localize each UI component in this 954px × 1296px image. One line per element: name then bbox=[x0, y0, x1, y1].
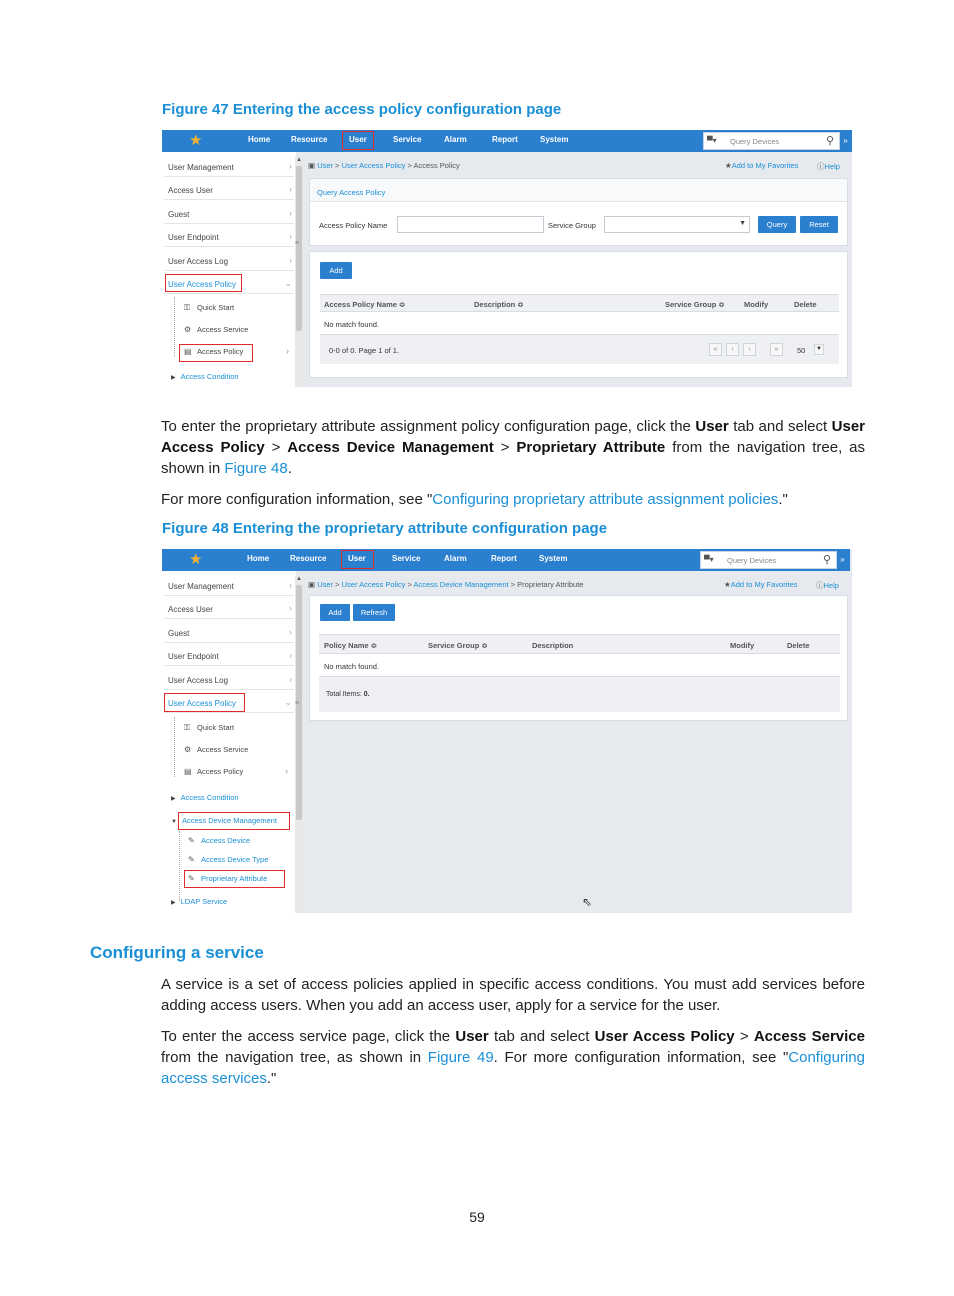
access-policy-icon: ▤ bbox=[184, 347, 192, 356]
total-items-label: Total Items: bbox=[326, 691, 364, 698]
chevron-right-icon: › bbox=[289, 674, 292, 684]
add-button[interactable]: Add bbox=[320, 604, 350, 621]
sidebar-item-label: Access User bbox=[168, 186, 213, 195]
scrollbar-thumb[interactable] bbox=[296, 166, 302, 331]
total-items bbox=[326, 691, 370, 698]
column-service-group[interactable]: Service Group ≎ bbox=[665, 300, 725, 309]
text-run: > bbox=[264, 439, 288, 456]
help-label: Help bbox=[824, 162, 840, 171]
sub-item-label: Quick Start bbox=[197, 303, 235, 312]
chevron-right-icon: › bbox=[285, 766, 288, 776]
resize-handle-icon[interactable]: ≡ bbox=[295, 240, 300, 247]
figure-48-caption: Figure 48 Entering the proprietary attribute configuration page bbox=[162, 520, 608, 537]
tree-line bbox=[174, 717, 175, 777]
help-icon: ⓘ bbox=[816, 581, 824, 590]
favorites-star-icon[interactable]: ★ bbox=[189, 132, 203, 149]
sidebar-scrollbar[interactable] bbox=[295, 157, 303, 387]
nav-tab-system[interactable]: System bbox=[540, 135, 569, 144]
sidebar-item-label: User Management bbox=[168, 582, 234, 591]
sidebar-item-user-access-log[interactable] bbox=[164, 249, 294, 271]
page-number: 59 bbox=[469, 1209, 485, 1225]
pager-text: 0-0 of 0. Page 1 of 1. bbox=[329, 346, 400, 355]
sidebar-sub-quick-start[interactable] bbox=[184, 303, 234, 313]
chevron-down-icon[interactable]: » bbox=[838, 551, 847, 569]
last-page-icon[interactable]: » bbox=[770, 343, 783, 356]
nav-tab-resource[interactable]: Resource bbox=[290, 554, 327, 563]
breadcrumb-current: Access Policy bbox=[413, 161, 460, 170]
sub-item-label: Quick Start bbox=[197, 723, 235, 732]
bold-run: Proprietary Attribute bbox=[516, 439, 666, 456]
chevron-right-icon: › bbox=[289, 603, 292, 613]
search-icon[interactable]: ⚲ bbox=[825, 135, 834, 147]
nav-tab-home[interactable]: Home bbox=[247, 554, 270, 563]
breadcrumb-separator: > bbox=[510, 580, 516, 589]
quick-start-icon: ⚿ bbox=[184, 303, 191, 312]
configuring-access-services-link[interactable]: Configuring access services bbox=[161, 1049, 865, 1087]
sidebar-item-label: LDAP Service bbox=[180, 897, 228, 906]
chevron-right-icon: › bbox=[289, 161, 292, 171]
scroll-up-arrow-icon[interactable]: ▲ bbox=[296, 576, 302, 582]
text-run: > bbox=[734, 1028, 754, 1045]
sidebar-item-access-condition[interactable] bbox=[171, 372, 239, 381]
star-icon: ★ bbox=[725, 161, 732, 170]
text-run: from the navigation tree, as shown in bbox=[161, 1049, 428, 1066]
total-items-value: 0. bbox=[363, 691, 370, 698]
column-delete: Delete bbox=[794, 300, 817, 309]
add-to-favorites-link[interactable] bbox=[725, 161, 798, 170]
device-type-toggle-icon[interactable]: ▀▾ bbox=[707, 136, 717, 145]
text-run: To enter the access service page, click the bbox=[161, 1028, 456, 1045]
mouse-cursor-icon: ⇖ bbox=[582, 895, 593, 909]
query-devices-box[interactable] bbox=[700, 551, 837, 569]
table-header bbox=[319, 634, 840, 654]
column-policy-name[interactable]: Policy Name ≎ bbox=[324, 641, 377, 650]
help-label: Help bbox=[823, 581, 839, 590]
highlight-box bbox=[178, 812, 290, 830]
breadcrumb-icon: ▣ bbox=[308, 161, 316, 170]
nav-tab-report[interactable]: Report bbox=[491, 554, 517, 563]
sidebar-item-label: User Access Log bbox=[168, 676, 229, 685]
sidebar-item-user-access-log[interactable] bbox=[164, 668, 294, 690]
collapse-triangle-icon: ▼ bbox=[171, 819, 177, 825]
next-page-icon[interactable]: › bbox=[743, 343, 756, 356]
sidebar-sub-access-device[interactable] bbox=[188, 836, 250, 845]
bold-run: User bbox=[455, 1028, 489, 1045]
figure-48-screenshot bbox=[162, 549, 852, 913]
figure-48-link[interactable]: Figure 48 bbox=[224, 460, 288, 477]
highlight-box bbox=[342, 131, 374, 150]
highlight-box bbox=[164, 693, 245, 712]
nav-tab-system[interactable]: System bbox=[539, 554, 568, 563]
top-nav-bar bbox=[162, 130, 852, 152]
breadcrumb-user[interactable]: User bbox=[317, 580, 334, 589]
paragraph-access-service bbox=[161, 1026, 865, 1089]
text-run: from the navigation tree, as shown in bbox=[161, 439, 866, 477]
top-nav-bar bbox=[162, 549, 850, 571]
dropdown-arrow-icon: ▼ bbox=[739, 220, 746, 227]
add-to-favorites-link[interactable] bbox=[724, 580, 797, 589]
breadcrumb-user[interactable]: User bbox=[317, 161, 334, 170]
sidebar-item-label: User Endpoint bbox=[168, 233, 219, 242]
column-description: Description bbox=[532, 641, 574, 650]
chevron-right-icon: › bbox=[289, 184, 292, 194]
sidebar-item-label: User Access Log bbox=[168, 257, 229, 266]
chevron-right-icon: › bbox=[289, 208, 292, 218]
sidebar-sub-access-policy[interactable] bbox=[184, 767, 243, 776]
policy-name-label: Access Policy Name bbox=[319, 221, 388, 230]
add-to-favorites-label: Add to My Favorites bbox=[731, 161, 799, 170]
section-heading: Configuring a service bbox=[90, 943, 264, 962]
policy-name-input[interactable] bbox=[397, 216, 544, 233]
breadcrumb bbox=[308, 580, 583, 589]
chevron-right-icon: › bbox=[289, 231, 292, 241]
breadcrumb-user-access-policy[interactable]: User Access Policy bbox=[341, 161, 406, 170]
sub-item-label: Access Device Type bbox=[201, 855, 269, 864]
expand-triangle-icon: ▶ bbox=[171, 900, 176, 906]
nav-tab-user[interactable]: User bbox=[349, 135, 367, 144]
text-run: tab and select bbox=[488, 1028, 595, 1045]
sidebar-scrollbar[interactable] bbox=[295, 576, 303, 913]
sidebar-item-ldap-service[interactable] bbox=[171, 897, 227, 906]
sidebar-item-label: Guest bbox=[168, 629, 190, 638]
scroll-up-arrow-icon[interactable]: ▲ bbox=[296, 157, 302, 163]
query-button[interactable]: Query bbox=[758, 216, 796, 233]
query-devices-input[interactable]: Query Devices bbox=[727, 556, 777, 565]
sidebar-item-label: Access Device Management bbox=[181, 816, 277, 825]
sidebar-item-label: Access Condition bbox=[180, 793, 239, 802]
text-run: ." bbox=[266, 1070, 277, 1087]
sidebar-item-guest[interactable] bbox=[164, 202, 294, 224]
search-icon[interactable]: ⚲ bbox=[822, 554, 831, 566]
summary-bar bbox=[319, 676, 840, 712]
results-panel bbox=[309, 595, 848, 721]
chevron-right-icon: › bbox=[286, 346, 289, 356]
sidebar-sub-quick-start[interactable] bbox=[184, 723, 234, 733]
paragraph-proprietary-attribute bbox=[161, 416, 865, 479]
breadcrumb-icon: ▣ bbox=[308, 580, 316, 589]
sub-item-label: Access Policy bbox=[197, 347, 244, 356]
sidebar-item-user-management[interactable] bbox=[164, 155, 294, 177]
query-devices-input[interactable]: Query Devices bbox=[730, 137, 780, 146]
column-delete: Delete bbox=[787, 641, 810, 650]
text-run: . bbox=[287, 460, 292, 477]
bold-run: User bbox=[695, 418, 729, 435]
breadcrumb-separator: > bbox=[335, 161, 340, 170]
text-run: ." bbox=[778, 491, 788, 508]
expand-triangle-icon: ▶ bbox=[171, 796, 176, 802]
column-modify: Modify bbox=[744, 300, 769, 309]
query-devices-box[interactable] bbox=[703, 132, 840, 150]
nav-tab-resource[interactable]: Resource bbox=[291, 135, 328, 144]
highlight-box bbox=[184, 870, 285, 888]
help-link[interactable] bbox=[816, 580, 839, 591]
column-service-group[interactable]: Service Group ≎ bbox=[428, 641, 488, 650]
sidebar-item-label: User Management bbox=[168, 163, 234, 172]
highlight-box bbox=[179, 344, 253, 362]
no-match-text: No match found. bbox=[324, 320, 380, 329]
nav-tab-alarm[interactable]: Alarm bbox=[444, 135, 467, 144]
highlight-box bbox=[341, 550, 374, 569]
breadcrumb-current: Proprietary Attribute bbox=[517, 580, 584, 589]
breadcrumb-access-device-management[interactable]: Access Device Management bbox=[413, 580, 509, 589]
nav-tab-report[interactable]: Report bbox=[492, 135, 518, 144]
breadcrumb-user-access-policy[interactable]: User Access Policy bbox=[341, 580, 406, 589]
sidebar-item-label: User Access Policy bbox=[168, 699, 237, 708]
sidebar-item-user-management[interactable] bbox=[164, 574, 294, 596]
column-modify: Modify bbox=[730, 641, 755, 650]
sub-item-label: Access Policy bbox=[197, 767, 244, 776]
column-access-policy-name[interactable]: Access Policy Name ≎ bbox=[324, 300, 406, 309]
chevron-right-icon: › bbox=[289, 580, 292, 590]
sidebar-sub-access-service[interactable] bbox=[184, 745, 248, 754]
bold-run: User Access Policy bbox=[594, 1028, 735, 1045]
help-icon: ⓘ bbox=[817, 162, 825, 171]
sidebar-item-label: Access User bbox=[168, 605, 213, 614]
quick-start-icon: ⚿ bbox=[184, 723, 191, 732]
text-run: tab and select bbox=[728, 418, 832, 435]
add-button[interactable]: Add bbox=[320, 262, 352, 279]
sidebar-item-label: Guest bbox=[168, 210, 190, 219]
proprietary-attribute-icon: ✎ bbox=[188, 874, 195, 883]
pager-bar bbox=[320, 334, 839, 364]
service-group-select[interactable] bbox=[604, 216, 750, 233]
nav-tab-service[interactable]: Service bbox=[393, 135, 422, 144]
add-to-favorites-label: Add to My Favorites bbox=[730, 580, 798, 589]
bold-run: User Access Policy bbox=[161, 418, 866, 456]
sidebar-sub-access-device-type[interactable] bbox=[188, 855, 268, 864]
nav-tab-home[interactable]: Home bbox=[248, 135, 271, 144]
sidebar-item-access-user[interactable] bbox=[164, 178, 294, 200]
help-link[interactable] bbox=[817, 161, 840, 172]
access-service-icon: ⚙ bbox=[184, 745, 192, 754]
table-header bbox=[320, 294, 839, 312]
breadcrumb bbox=[308, 161, 460, 170]
sub-item-label: Access Device bbox=[201, 836, 251, 845]
text-run: To enter the proprietary attribute assignment policy configuration page, click the bbox=[161, 418, 696, 435]
results-panel bbox=[309, 251, 848, 378]
breadcrumb-separator: > bbox=[407, 161, 412, 170]
sidebar-item-user-endpoint[interactable] bbox=[164, 644, 294, 666]
star-icon: ★ bbox=[724, 580, 731, 589]
sidebar-sub-access-service[interactable] bbox=[184, 325, 248, 334]
paragraph-service-definition: A service is a set of access policies applied in specific access conditions. You must add services before adding access users. When you add an access user, apply for a service for the user. bbox=[161, 976, 865, 1014]
sub-item-label: Proprietary Attribute bbox=[201, 874, 268, 883]
sub-item-label: Access Service bbox=[197, 745, 249, 754]
highlight-box bbox=[165, 274, 242, 292]
chevron-right-icon: › bbox=[289, 255, 292, 265]
tree-line bbox=[174, 297, 175, 357]
sidebar-item-label: Access Condition bbox=[180, 372, 239, 381]
figure-47-caption: Figure 47 Entering the access policy configuration page bbox=[162, 101, 562, 118]
chevron-right-icon: › bbox=[289, 627, 292, 637]
favorites-star-icon[interactable]: ★ bbox=[189, 551, 203, 568]
service-group-label: Service Group bbox=[548, 221, 596, 230]
nav-tab-alarm[interactable]: Alarm bbox=[444, 554, 467, 563]
first-page-icon[interactable]: « bbox=[709, 343, 722, 356]
tree-line bbox=[179, 831, 180, 901]
chevron-down-icon: ⌄ bbox=[284, 697, 292, 707]
query-panel-title: Query Access Policy bbox=[317, 188, 386, 197]
expand-triangle-icon: ▶ bbox=[171, 375, 176, 381]
access-service-icon: ⚙ bbox=[184, 325, 192, 334]
nav-tab-service[interactable]: Service bbox=[392, 554, 421, 563]
figure-49-link[interactable]: Figure 49 bbox=[427, 1049, 494, 1066]
access-device-icon: ✎ bbox=[188, 836, 195, 845]
page-size-value[interactable]: 50 bbox=[797, 346, 806, 355]
sidebar-item-guest[interactable] bbox=[164, 621, 294, 643]
text-run: > bbox=[493, 439, 517, 456]
chevron-right-icon: › bbox=[289, 650, 292, 660]
figure-47-screenshot bbox=[162, 130, 852, 387]
sidebar bbox=[162, 571, 296, 913]
no-match-text: No match found. bbox=[324, 662, 380, 671]
chevron-down-icon[interactable]: » bbox=[841, 132, 850, 150]
configuring-proprietary-link[interactable]: Configuring proprietary attribute assignment policies bbox=[432, 491, 779, 508]
bold-run: Access Device Management bbox=[287, 439, 494, 456]
text-run: For more configuration information, see " bbox=[161, 491, 433, 508]
sidebar-item-access-user[interactable] bbox=[164, 597, 294, 619]
device-type-toggle-icon[interactable]: ▀▾ bbox=[704, 555, 714, 564]
sidebar bbox=[162, 152, 296, 387]
nav-tab-user[interactable]: User bbox=[348, 554, 366, 563]
sidebar-item-label: User Endpoint bbox=[168, 652, 219, 661]
sub-item-label: Access Service bbox=[197, 325, 249, 334]
sidebar-item-access-condition[interactable] bbox=[171, 793, 239, 802]
chevron-down-icon: ⌄ bbox=[284, 278, 292, 288]
breadcrumb-separator: > bbox=[407, 580, 412, 589]
page-size-dropdown-icon[interactable]: ▼ bbox=[814, 344, 824, 355]
sidebar-item-label: User Access Policy bbox=[168, 280, 237, 289]
breadcrumb-separator: > bbox=[335, 580, 340, 589]
prev-page-icon[interactable]: ‹ bbox=[726, 343, 739, 356]
access-policy-icon: ▤ bbox=[184, 767, 192, 776]
access-device-type-icon: ✎ bbox=[188, 855, 195, 864]
bold-run: Access Service bbox=[753, 1028, 865, 1045]
paragraph-more-info bbox=[161, 489, 865, 510]
sidebar-item-user-endpoint[interactable] bbox=[164, 225, 294, 247]
resize-handle-icon[interactable]: ≡ bbox=[295, 700, 300, 707]
column-description[interactable]: Description ≎ bbox=[474, 300, 524, 309]
refresh-button[interactable]: Refresh bbox=[353, 604, 395, 621]
text-run: . For more configuration information, see " bbox=[493, 1049, 789, 1066]
reset-button[interactable]: Reset bbox=[800, 216, 838, 233]
query-panel bbox=[309, 178, 848, 246]
